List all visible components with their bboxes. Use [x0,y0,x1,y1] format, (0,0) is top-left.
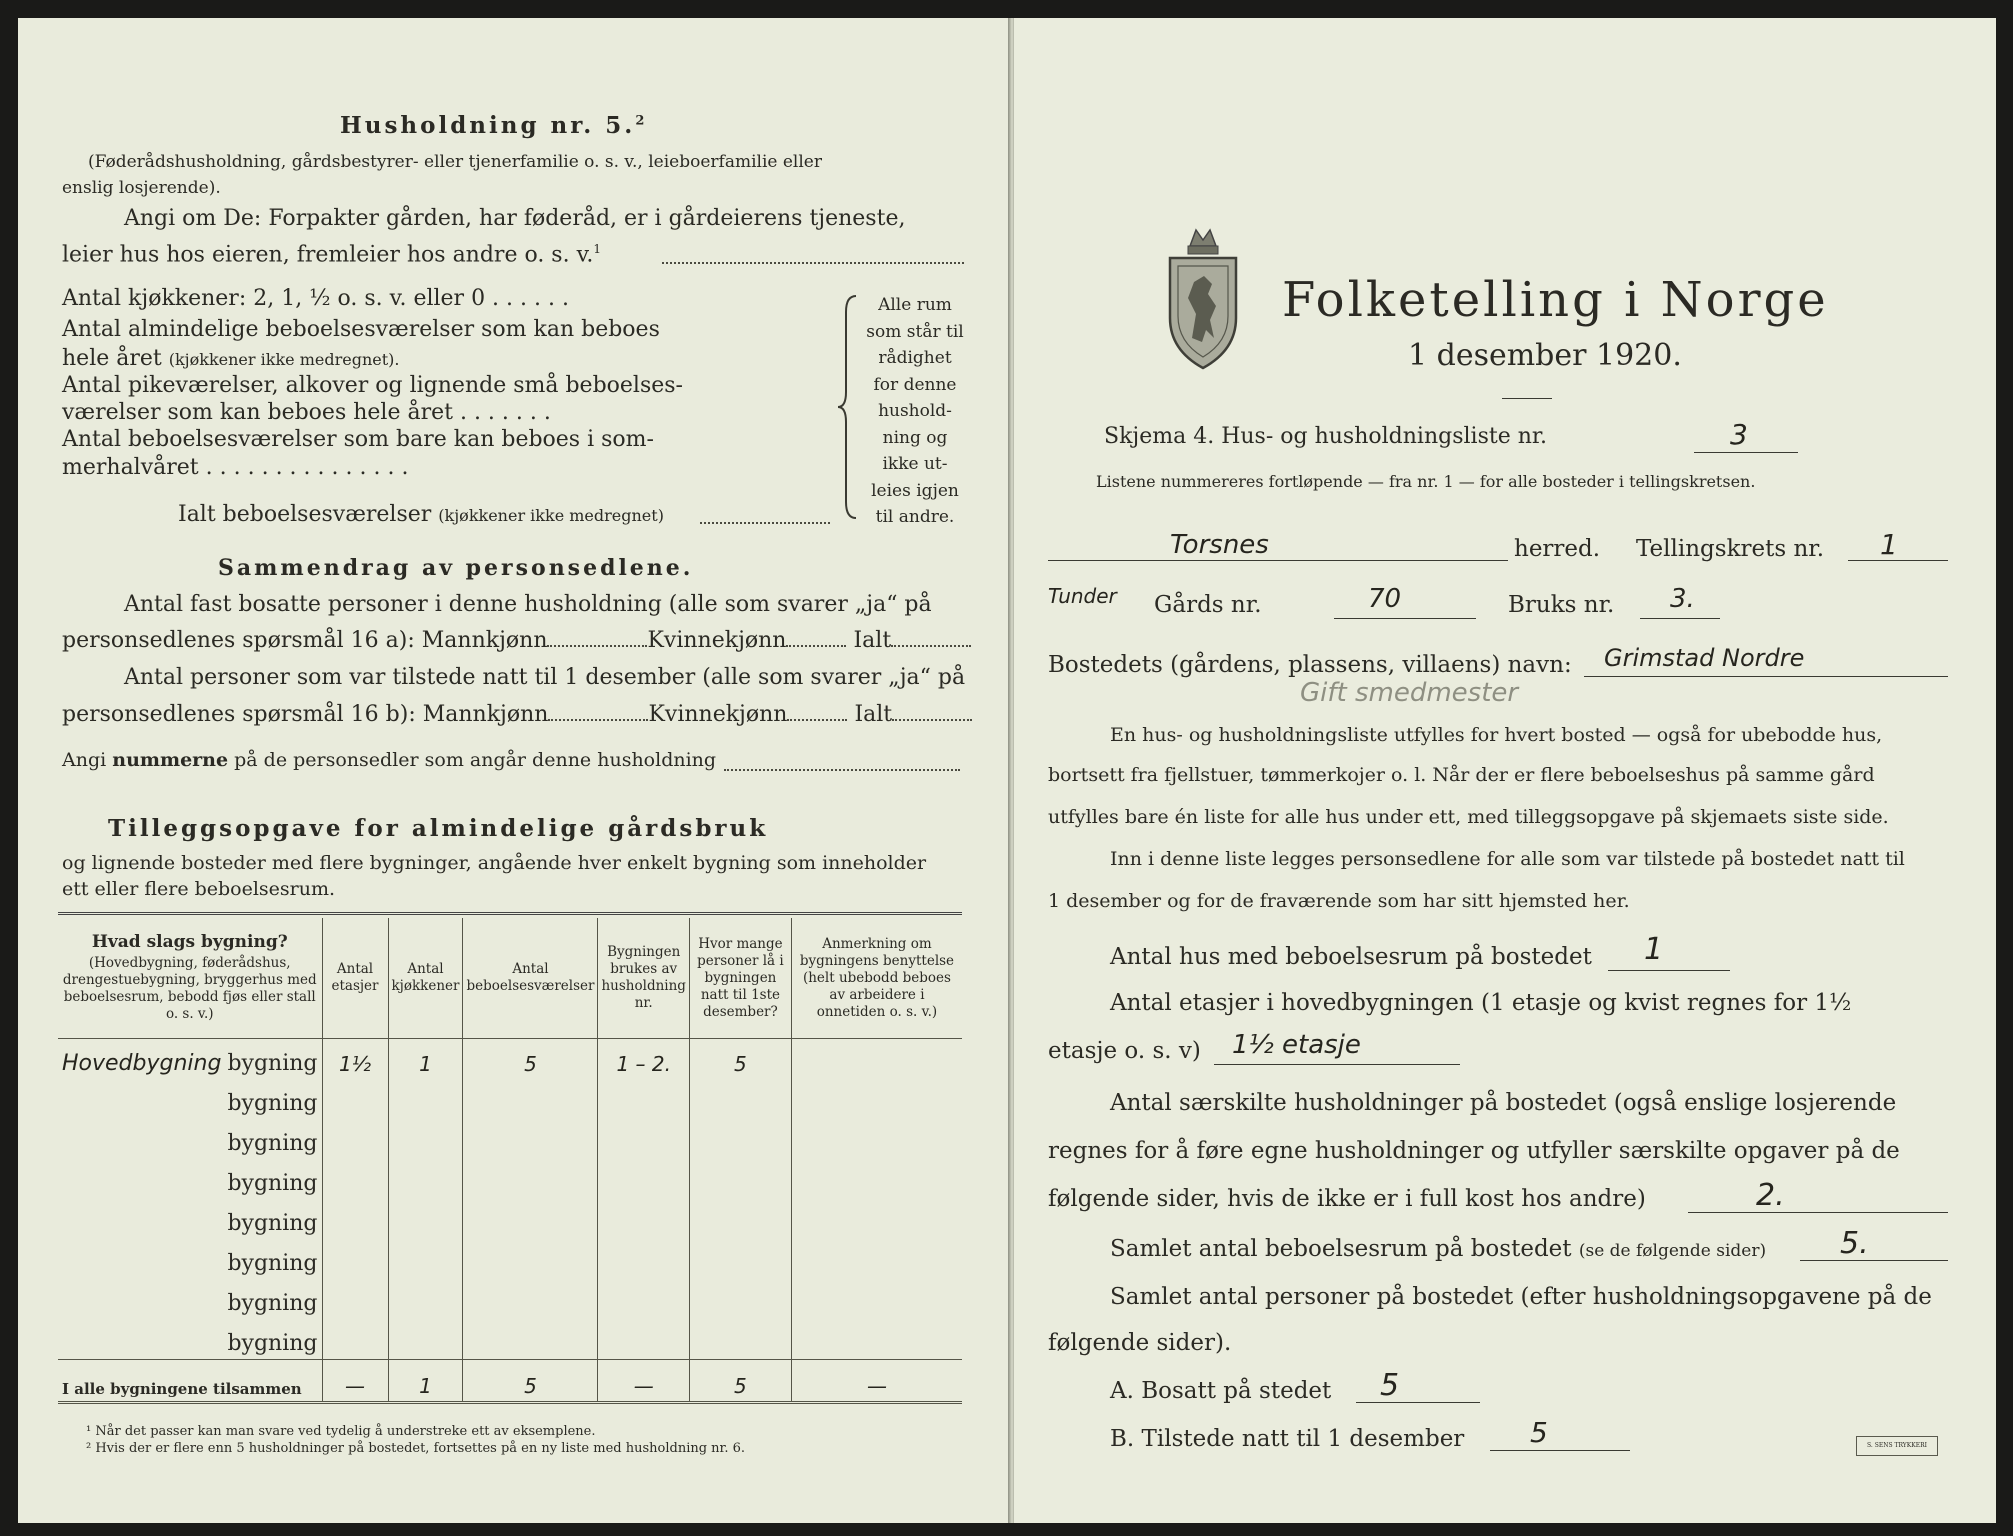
norwegian-coat-of-arms-icon [1160,226,1246,372]
gards-line [1334,618,1476,619]
tilstede-value: 5 [1530,1416,1548,1449]
header-floors: Antal etasjer [322,918,388,1039]
building-label: bygning [58,1239,322,1279]
bruks-value: 3. [1670,584,1695,614]
ordinary-rooms-label-1: Antal almindelige beboelsesværelser som kan beboes [62,317,660,342]
occupation-note: Gift smedmester [1300,678,1519,708]
instruction-line-2: bortsett fra fjellstuer, tømmerkojer o. l. Når der er flere beboelseshus på samme gård [1048,764,1875,786]
table-row [58,1039,962,1080]
list-number-line [1694,452,1798,453]
total-remarks: — [791,1360,962,1403]
hus-line [1608,970,1730,971]
cell-kitchens: 1 [388,1039,463,1080]
building-label: bygning [58,1159,322,1199]
buildings-table [58,918,962,1404]
husholdninger-line-1: Antal særskilte husholdninger på bostedet (også enslige losjerende [1110,1090,1897,1116]
bosted-line [1584,676,1948,677]
bruks-line [1640,618,1720,619]
date-rule [1502,398,1552,399]
cell-floors: 1½ [322,1039,388,1080]
personer-line-2: følgende sider). [1048,1330,1232,1356]
cell-rooms: 5 [463,1039,598,1080]
summer-rooms-label-2: merhalvåret . . . . . . . . . . . . . . . [62,455,409,480]
building-label: bygning [58,1119,322,1159]
bruks-label: Bruks nr. [1508,592,1615,618]
table-row [58,1079,962,1119]
header-kitchens: Antal kjøkkener [388,918,463,1039]
gards-value: 70 [1368,584,1402,614]
angi-line-2: leier hus hos eieren, fremleier hos andre o. s. v.$^1$ [62,242,602,268]
cell-household-no: 1 – 2. [598,1039,689,1080]
form-title: Folketelling i Norge [1282,272,1829,328]
ordinary-rooms-label-2: hele året (kjøkkener ikke medregnet). [62,346,400,371]
herred-value: Torsnes [1170,530,1269,560]
herred-label: herred. [1514,536,1601,562]
rooms-brace [836,292,860,522]
total-rooms-line [700,522,830,524]
rom-value: 5. [1840,1226,1869,1261]
supplement-line-2: ett eller flere beboelsesrum. [62,878,336,900]
cell-persons: 5 [689,1039,791,1080]
maid-rooms-label-2: værelser som kan beboes hele året . . . . . . . [62,400,551,425]
bosatt-value: 5 [1380,1368,1400,1403]
instruction-line-4: Inn i denne liste legges personsedlene for alle som var tilstede på bostedet natt til [1110,848,1905,870]
cell-remarks [791,1039,962,1080]
summary-line-2: personsedlenes spørsmål 16 a): Mannkjønn Kvinnekjønn Ialt [62,628,971,653]
summary-line-3: Antal personer som var tilstede natt til 1 desember (alle som svarer „ja“ på [124,665,966,690]
instruction-line-1: En hus- og husholdningsliste utfylles for hvert bosted — også for ubebodde hus, [1110,724,1883,746]
header-remarks: Anmerkning om bygningens benyttelse (helt ubebodd beboes av arbeidere i onnetiden o. s. v.) [791,918,962,1039]
table-row [58,1279,962,1319]
list-number: 3 [1730,418,1748,451]
bosatt-label: A. Bosatt på stedet [1110,1378,1332,1404]
etasjer-line-1: Antal etasjer i hovedbygningen (1 etasje og kvist regnes for 1½ [1110,990,1852,1016]
kitchens-label: Antal kjøkkener: 2, 1, ½ o. s. v. eller 0 . . . . . . [62,286,569,311]
person-numbers-label: Angi nummerne på de personsedler som angår denne husholdning [62,749,717,771]
table-top-rule [58,912,962,915]
herred-line [1048,560,1508,561]
summary-line-1: Antal fast bosatte personer i denne husholdning (alle som svarer „ja“ på [124,592,932,617]
personer-line-1: Samlet antal personer på bostedet (efter husholdningsopgavene på de [1110,1284,1932,1310]
printer-stamp: S. SENS TRYKKERI [1856,1436,1938,1456]
header-persons: Hvor mange personer lå i bygningen natt til 1ste desember? [689,918,791,1039]
header-building-type: Hvad slags bygning? (Hovedbygning, føderådshus, drengestuebygning, bryggerhus med beboelsesrum, bebodd fjøs eller stall o. s. v.) [58,918,322,1039]
etasjer-value-line [1214,1064,1460,1065]
angi-line-1: Angi om De: Forpakter gården, har føderåd, er i gårdeierens tjeneste, [124,206,906,231]
etasjer-value: 1½ etasje [1232,1030,1361,1060]
instruction-line-5: 1 desember og for de fraværende som har sitt hjemsted her. [1048,890,1630,912]
total-floors: — [322,1360,388,1403]
table-row [58,1159,962,1199]
building-label: bygning [58,1319,322,1360]
husholdninger-line-2: regnes for å føre egne husholdninger og utfyller særskilte opgaver på de [1048,1138,1900,1164]
instruction-line-3: utfylles bare én liste for alle hus under ett, med tilleggsopgave på skjemaets siste side. [1048,806,1889,828]
header-rooms: Antal beboelsesværelser [463,918,598,1039]
rooms-brace-note: Alle rum som står til rådighet for denne hushold- ning og ikke ut- leies igjen til andre. [866,295,964,527]
hus-value: 1 [1644,932,1664,967]
table-total-row [58,1360,962,1403]
building-label: bygning [227,1051,318,1076]
supplement-line-1: og lignende bosteder med flere bygninger, angående hver enkelt bygning som inneholder [62,852,927,874]
maid-rooms-label-1: Antal pikeværelser, alkover og lignende små beboelses- [62,373,683,398]
building-label: bygning [58,1079,322,1119]
buildings-table-header [58,918,962,1039]
husholdninger-value: 2. [1756,1178,1785,1213]
rom-line [1800,1260,1948,1261]
header-household-no: Bygningen brukes av husholdning nr. [598,918,689,1039]
summary-heading: Sammendrag av personsedlene. [218,555,694,581]
household-title: Husholdning nr. 5.$^2$ [340,112,648,139]
tilstede-line [1490,1450,1630,1451]
bosted-label: Bostedets (gårdens, plassens, villaens) navn: [1048,652,1572,678]
total-kitchens: 1 [388,1360,463,1403]
hus-label: Antal hus med beboelsesrum på bostedet [1110,944,1592,970]
total-label: I alle bygningene tilsammen [58,1360,322,1403]
total-persons: 5 [689,1360,791,1403]
supplement-heading: Tilleggsopgave for almindelige gårdsbruk [108,815,769,842]
footnote-1: ¹ Når det passer kan man svare ved tydelig å understreke ett av eksemplene. [86,1424,596,1439]
bosatt-line [1356,1402,1480,1403]
krets-line [1848,560,1948,561]
krets-label: Tellingskrets nr. [1636,536,1825,562]
rom-label: Samlet antal beboelsesrum på bostedet (se de følgende sider) [1110,1236,1767,1262]
etasjer-line-2: etasje o. s. v) [1048,1038,1201,1064]
table-row [58,1119,962,1159]
building-label: bygning [58,1279,322,1319]
building-label: bygning [58,1199,322,1239]
tilstede-label: B. Tilstede natt til 1 desember [1110,1426,1465,1452]
husholdninger-line-3: følgende sider, hvis de ikke er i full kost hos andre) [1048,1186,1646,1212]
table-row [58,1239,962,1279]
summary-line-4: personsedlenes spørsmål 16 b): Mannkjønn Kvinnekjønn Ialt [62,702,972,727]
total-household-no: — [598,1360,689,1403]
angi-answer-line [662,262,964,264]
person-numbers-line [724,769,960,771]
gards-label: Gårds nr. [1154,592,1262,618]
household-subtitle-1: (Føderådshusholdning, gårdsbestyrer- eller tjenerfamilie o. s. v., leieboerfamilie eller [88,152,822,172]
total-rooms: 5 [463,1360,598,1403]
footnote-2: ² Hvis der er flere enn 5 husholdninger på bostedet, fortsettes på en ny liste med husholdning nr. 6. [86,1441,746,1456]
bosted-value: Grimstad Nordre [1604,644,1805,672]
table-row [58,1199,962,1239]
gard-prefix: Tunder [1048,584,1117,608]
skjema-label: Skjema 4. Hus- og husholdningsliste nr. [1104,424,1547,449]
census-date: 1 desember 1920. [1408,338,1682,373]
summer-rooms-label-1: Antal beboelsesværelser som bare kan beboes i som- [62,427,654,452]
numbering-note: Listene nummereres fortløpende — fra nr. 1 — for alle bosteder i tellingskretsen. [1096,472,1756,491]
total-rooms-label: Ialt beboelsesværelser (kjøkkener ikke medregnet) [178,502,664,527]
household-subtitle-2: enslig losjerende). [62,178,221,198]
krets-value: 1 [1880,528,1898,561]
table-row [58,1319,962,1360]
husholdninger-line [1688,1212,1948,1213]
building-handwritten-type: Hovedbygning [62,1051,222,1076]
